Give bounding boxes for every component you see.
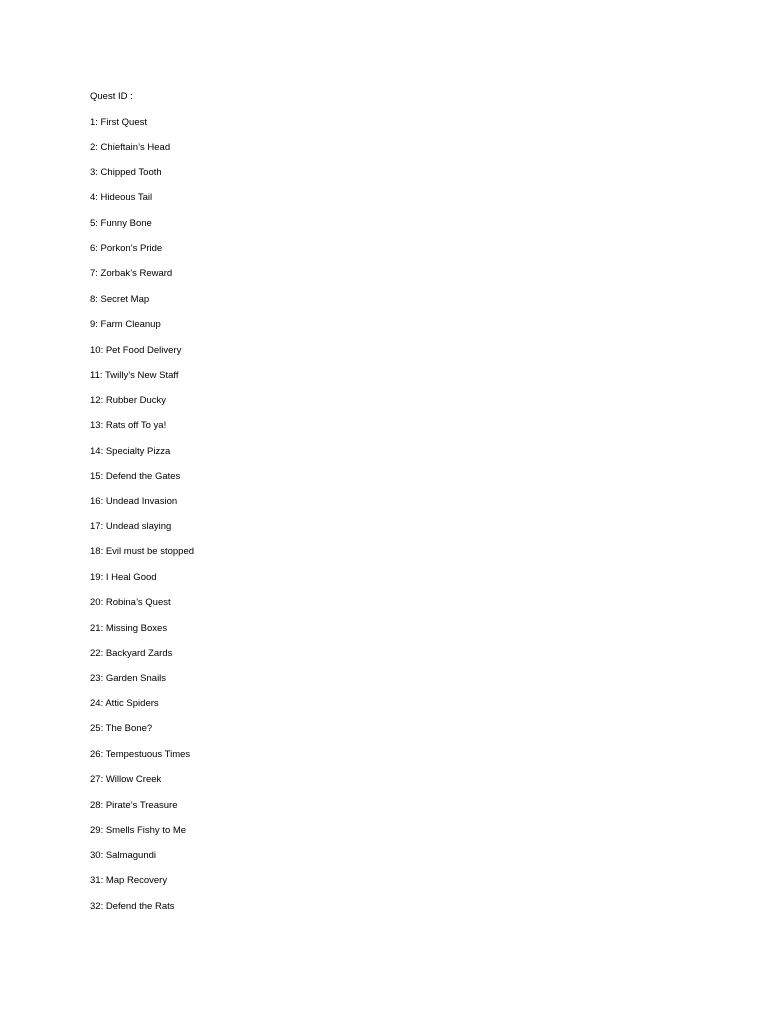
quest-item: 7: Zorbak’s Reward (90, 268, 173, 279)
quest-item: 22: Backyard Zards (90, 648, 173, 659)
quest-item: 2: Chieftain’s Head (90, 142, 171, 153)
quest-item: 1: First Quest (90, 117, 148, 128)
quest-item: 27: Willow Creek (90, 774, 162, 785)
quest-item: 32: Defend the Rats (90, 901, 175, 912)
quest-item: 11: Twilly’s New Staff (90, 370, 179, 381)
quest-item: 21: Missing Boxes (90, 623, 168, 634)
quest-item: 14: Specialty Pizza (90, 446, 171, 457)
quest-item: 15: Defend the Gates (90, 471, 181, 482)
quest-item: 28: Pirate’s Treasure (90, 800, 178, 811)
quest-item: 18: Evil must be stopped (90, 546, 195, 557)
quest-item: 9: Farm Cleanup (90, 319, 161, 330)
quest-item: 3: Chipped Tooth (90, 167, 162, 178)
quest-item: 5: Funny Bone (90, 218, 152, 229)
quest-item: 30: Salmagundi (90, 850, 157, 861)
quest-item: 4: Hideous Tail (90, 192, 153, 203)
quest-item: 24: Attic Spiders (90, 698, 159, 709)
quest-item: 17: Undead slaying (90, 521, 172, 532)
quest-item: 12: Rubber Ducky (90, 395, 167, 406)
quest-item: 13: Rats off To ya! (90, 420, 167, 431)
quest-item: 26: Tempestuous Times (90, 749, 191, 760)
quest-item: 29: Smells Fishy to Me (90, 825, 187, 836)
quest-item: 8: Secret Map (90, 294, 150, 305)
quest-list-heading: Quest ID : (90, 91, 133, 102)
quest-item: 31: Map Recovery (90, 875, 168, 886)
quest-item: 19: I Heal Good (90, 572, 157, 583)
quest-item: 23: Garden Snails (90, 673, 167, 684)
quest-item: 16: Undead Invasion (90, 496, 178, 507)
quest-item: 20: Robina’s Quest (90, 597, 171, 608)
quest-item: 10: Pet Food Delivery (90, 345, 182, 356)
quest-item: 6: Porkon’s Pride (90, 243, 163, 254)
quest-item: 25: The Bone? (90, 723, 153, 734)
